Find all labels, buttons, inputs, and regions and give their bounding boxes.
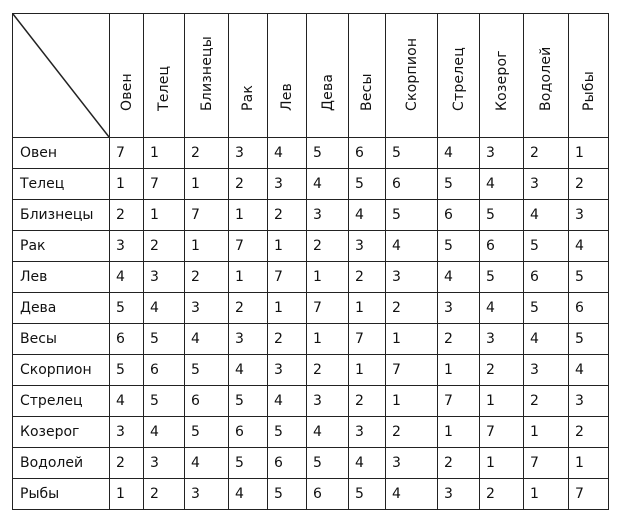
table-cell: 3	[524, 355, 569, 386]
table-cell: 3	[268, 355, 307, 386]
diagonal-divider	[13, 14, 109, 137]
compatibility-table	[12, 13, 609, 510]
table-cell: 4	[438, 138, 480, 169]
table-cell: 2	[480, 479, 524, 510]
table-cell: 6	[185, 386, 229, 417]
table-cell: 1	[569, 448, 609, 479]
table-cell: 1	[438, 417, 480, 448]
table-cell: 4	[569, 355, 609, 386]
table-cell: 7	[307, 293, 349, 324]
column-header-label: Скорпион	[403, 37, 420, 111]
table-cell: 3	[386, 448, 438, 479]
table-cell: 2	[386, 417, 438, 448]
column-header-label: Рыбы	[580, 71, 597, 111]
table-body	[13, 138, 609, 510]
table-cell: 1	[110, 169, 144, 200]
table-cell: 7	[480, 417, 524, 448]
table-cell: 1	[268, 293, 307, 324]
table-cell: 2	[110, 200, 144, 231]
table-cell: 3	[144, 448, 185, 479]
column-header-label: Рак	[240, 84, 256, 111]
table-cell: 6	[110, 324, 144, 355]
header-row	[13, 14, 609, 138]
table-cell: 4	[307, 169, 349, 200]
table-cell: 5	[110, 355, 144, 386]
row-header: Стрелец	[13, 386, 110, 417]
table-cell: 2	[524, 138, 569, 169]
table-cell: 7	[268, 262, 307, 293]
table-row	[13, 200, 609, 231]
table-cell: 6	[524, 262, 569, 293]
table-cell: 4	[438, 262, 480, 293]
table-cell: 3	[307, 386, 349, 417]
table-cell: 3	[307, 200, 349, 231]
table-cell: 3	[349, 417, 386, 448]
table-cell: 5	[307, 138, 349, 169]
table-cell: 3	[480, 324, 524, 355]
column-header	[185, 14, 229, 138]
column-header	[524, 14, 569, 138]
row-header: Дева	[13, 293, 110, 324]
table-cell: 2	[349, 262, 386, 293]
table-cell: 2	[569, 417, 609, 448]
table-cell: 1	[480, 448, 524, 479]
table-cell: 6	[307, 479, 349, 510]
table-cell: 7	[229, 231, 268, 262]
table-cell: 1	[185, 169, 229, 200]
table-cell: 4	[144, 293, 185, 324]
table-cell: 2	[386, 293, 438, 324]
table-cell: 6	[386, 169, 438, 200]
table-cell: 5	[524, 231, 569, 262]
table-cell: 5	[307, 448, 349, 479]
table-cell: 4	[386, 479, 438, 510]
row-header: Рыбы	[13, 479, 110, 510]
column-header-label: Дева	[319, 73, 336, 111]
table-cell: 1	[349, 355, 386, 386]
table-cell: 4	[268, 138, 307, 169]
table-cell: 5	[144, 386, 185, 417]
table-cell: 5	[185, 355, 229, 386]
table-cell: 2	[229, 169, 268, 200]
column-header-label: Лев	[279, 83, 295, 111]
table-cell: 2	[144, 479, 185, 510]
column-header	[569, 14, 609, 138]
table-cell: 3	[349, 231, 386, 262]
column-header-label: Весы	[359, 73, 375, 111]
table-cell: 5	[386, 200, 438, 231]
table-cell: 7	[386, 355, 438, 386]
row-header: Весы	[13, 324, 110, 355]
table-cell: 5	[185, 417, 229, 448]
column-header-label: Водолей	[538, 46, 554, 111]
table-cell: 6	[569, 293, 609, 324]
table-cell: 2	[268, 200, 307, 231]
table-cell: 4	[110, 262, 144, 293]
table-cell: 5	[110, 293, 144, 324]
table-cell: 4	[229, 355, 268, 386]
table-cell: 1	[307, 324, 349, 355]
row-header: Близнецы	[13, 200, 110, 231]
table-row	[13, 262, 609, 293]
table-cell: 3	[110, 417, 144, 448]
table-row	[13, 169, 609, 200]
row-header: Водолей	[13, 448, 110, 479]
table-cell: 1	[569, 138, 609, 169]
table-cell: 2	[268, 324, 307, 355]
table-cell: 1	[480, 386, 524, 417]
column-header-label: Телец	[156, 65, 172, 111]
table-cell: 1	[307, 262, 349, 293]
table-cell: 5	[229, 448, 268, 479]
table-cell: 5	[386, 138, 438, 169]
table-cell: 3	[438, 293, 480, 324]
table-cell: 3	[110, 231, 144, 262]
row-header: Скорпион	[13, 355, 110, 386]
column-header-label: Овен	[118, 73, 135, 111]
table-cell: 4	[480, 169, 524, 200]
table-cell: 1	[524, 479, 569, 510]
column-header	[480, 14, 524, 138]
table-cell: 5	[268, 417, 307, 448]
table-cell: 5	[569, 262, 609, 293]
table-cell: 5	[480, 262, 524, 293]
column-header-label: Стрелец	[450, 47, 467, 111]
table-cell: 1	[185, 231, 229, 262]
table-cell: 2	[185, 262, 229, 293]
table-cell: 2	[569, 169, 609, 200]
column-header	[438, 14, 480, 138]
row-header: Рак	[13, 231, 110, 262]
table-cell: 5	[144, 324, 185, 355]
column-header	[386, 14, 438, 138]
table-cell: 4	[307, 417, 349, 448]
column-header-label: Козерог	[493, 50, 510, 111]
table-cell: 2	[307, 355, 349, 386]
table-row	[13, 417, 609, 448]
table-cell: 5	[438, 169, 480, 200]
table-cell: 3	[144, 262, 185, 293]
table-cell: 1	[229, 262, 268, 293]
table-cell: 3	[185, 479, 229, 510]
table-row	[13, 355, 609, 386]
table-row	[13, 138, 609, 169]
table-cell: 1	[268, 231, 307, 262]
table-cell: 4	[480, 293, 524, 324]
table-cell: 6	[144, 355, 185, 386]
table-cell: 2	[480, 355, 524, 386]
column-header	[110, 14, 144, 138]
table-cell: 3	[480, 138, 524, 169]
table-cell: 1	[386, 386, 438, 417]
table-cell: 5	[480, 200, 524, 231]
table-cell: 5	[438, 231, 480, 262]
table-cell: 5	[268, 479, 307, 510]
row-header: Лев	[13, 262, 110, 293]
table-cell: 4	[349, 448, 386, 479]
table-cell: 7	[110, 138, 144, 169]
table-cell: 2	[110, 448, 144, 479]
table-cell: 3	[229, 324, 268, 355]
table-cell: 3	[229, 138, 268, 169]
table-cell: 3	[386, 262, 438, 293]
table-cell: 1	[349, 293, 386, 324]
table-row	[13, 479, 609, 510]
table-cell: 6	[268, 448, 307, 479]
table-cell: 1	[144, 200, 185, 231]
table-cell: 7	[144, 169, 185, 200]
table-cell: 4	[524, 324, 569, 355]
table-cell: 1	[144, 138, 185, 169]
table-cell: 7	[524, 448, 569, 479]
column-header	[307, 14, 349, 138]
table-cell: 4	[349, 200, 386, 231]
column-header	[268, 14, 307, 138]
table-cell: 2	[349, 386, 386, 417]
table-cell: 3	[185, 293, 229, 324]
table-row	[13, 324, 609, 355]
table-cell: 4	[185, 448, 229, 479]
table-cell: 1	[386, 324, 438, 355]
table-cell: 1	[110, 479, 144, 510]
table-row	[13, 386, 609, 417]
table-cell: 2	[438, 448, 480, 479]
table-cell: 3	[268, 169, 307, 200]
table-cell: 7	[185, 200, 229, 231]
table-cell: 2	[229, 293, 268, 324]
table-row	[13, 448, 609, 479]
table-row	[13, 293, 609, 324]
corner-cell	[13, 14, 110, 138]
table-cell: 7	[349, 324, 386, 355]
table-row	[13, 231, 609, 262]
table-cell: 3	[569, 200, 609, 231]
table-cell: 4	[185, 324, 229, 355]
table-cell: 3	[569, 386, 609, 417]
table-cell: 6	[229, 417, 268, 448]
table-cell: 6	[480, 231, 524, 262]
table-cell: 2	[307, 231, 349, 262]
column-header	[144, 14, 185, 138]
column-header-label: Близнецы	[198, 35, 215, 111]
column-header	[229, 14, 268, 138]
table-cell: 6	[438, 200, 480, 231]
table-cell: 2	[524, 386, 569, 417]
table-cell: 7	[438, 386, 480, 417]
table-cell: 5	[524, 293, 569, 324]
column-header	[349, 14, 386, 138]
row-header: Овен	[13, 138, 110, 169]
table-cell: 4	[569, 231, 609, 262]
table-cell: 1	[229, 200, 268, 231]
table-cell: 2	[438, 324, 480, 355]
row-header: Телец	[13, 169, 110, 200]
table-cell: 4	[268, 386, 307, 417]
table-cell: 4	[229, 479, 268, 510]
table-cell: 4	[144, 417, 185, 448]
table-cell: 5	[349, 479, 386, 510]
table-cell: 3	[524, 169, 569, 200]
table-cell: 3	[438, 479, 480, 510]
table-cell: 2	[185, 138, 229, 169]
table-cell: 4	[524, 200, 569, 231]
table-cell: 2	[144, 231, 185, 262]
table-cell: 1	[524, 417, 569, 448]
table-cell: 5	[229, 386, 268, 417]
table-cell: 4	[110, 386, 144, 417]
row-header: Козерог	[13, 417, 110, 448]
table-cell: 4	[386, 231, 438, 262]
table-cell: 1	[438, 355, 480, 386]
table-cell: 7	[569, 479, 609, 510]
table-cell: 5	[349, 169, 386, 200]
table-cell: 6	[349, 138, 386, 169]
table-cell: 5	[569, 324, 609, 355]
